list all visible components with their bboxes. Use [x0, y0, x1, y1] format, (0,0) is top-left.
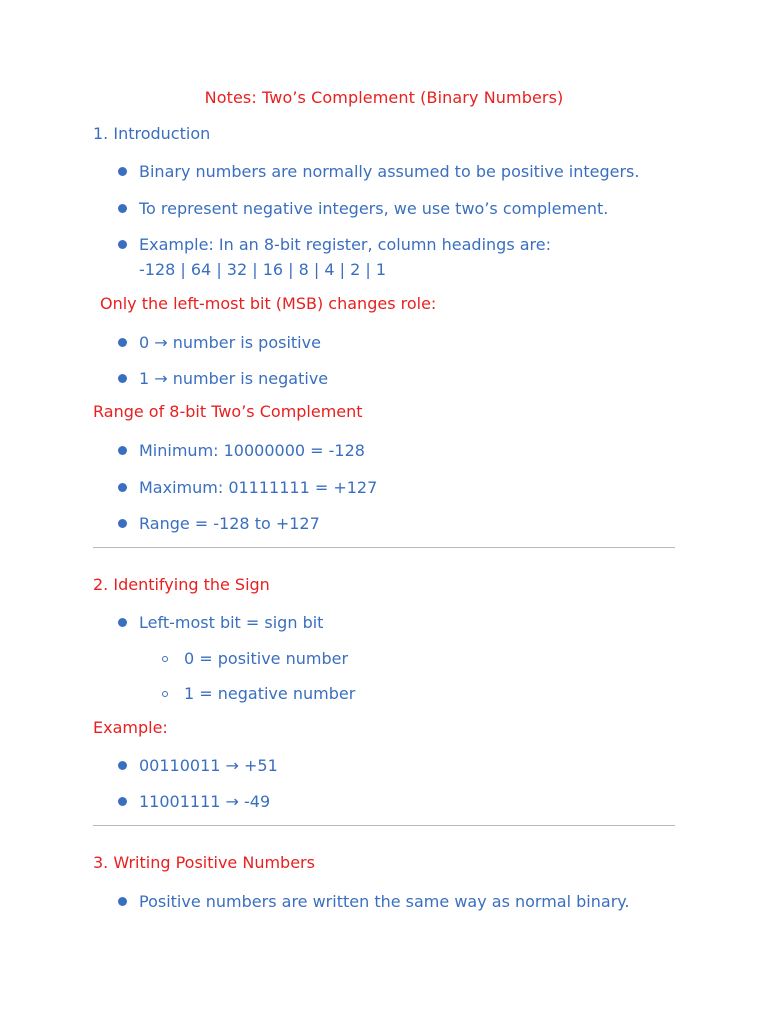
sub-list-item-text: 1 = negative number — [184, 684, 356, 703]
bullet-dot-icon — [118, 167, 127, 176]
bullet-dot-icon — [118, 204, 127, 213]
list-item-text: Range = -128 to +127 — [139, 514, 320, 533]
bullet-dot-icon — [118, 797, 127, 806]
page-title: Notes: Two’s Complement (Binary Numbers) — [204, 88, 564, 107]
list-item-text: Positive numbers are written the same way as normal binary. — [139, 892, 630, 911]
list-item-text: Left-most bit = sign bit — [139, 613, 324, 632]
list-item-text: Example: In an 8-bit register, column headings are: — [139, 235, 552, 254]
list-item-text: 11001111 → -49 — [139, 792, 271, 811]
list-item-text: Binary numbers are normally assumed to be positive integers. — [139, 162, 640, 181]
section-divider — [93, 825, 675, 826]
list-item-text: 00110011 → +51 — [139, 756, 278, 775]
bullet-dot-icon — [118, 483, 127, 492]
bullet-circle-icon — [162, 656, 168, 662]
bullet-circle-icon — [162, 691, 168, 697]
bullet-dot-icon — [118, 374, 127, 383]
list-item-text: 1 → number is negative — [139, 369, 329, 388]
section-1-heading: 1. Introduction — [93, 124, 211, 143]
bullet-dot-icon — [118, 519, 127, 528]
example-heading: Example: — [93, 718, 168, 737]
section-2-heading: 2. Identifying the Sign — [93, 575, 270, 594]
list-item-text: 0 → number is positive — [139, 333, 321, 352]
list-item-text: To represent negative integers, we use two’s complement. — [139, 199, 609, 218]
bullet-dot-icon — [118, 761, 127, 770]
sub-list-item-text: 0 = positive number — [184, 649, 349, 668]
range-heading: Range of 8-bit Two’s Complement — [93, 402, 363, 421]
section-divider — [93, 547, 675, 548]
list-item-text: Maximum: 01111111 = +127 — [139, 478, 378, 497]
list-item-text: Minimum: 10000000 = -128 — [139, 441, 365, 460]
bullet-dot-icon — [118, 338, 127, 347]
bullet-dot-icon — [118, 618, 127, 627]
section-3-heading: 3. Writing Positive Numbers — [93, 853, 315, 872]
bullet-dot-icon — [118, 240, 127, 249]
bullet-dot-icon — [118, 446, 127, 455]
column-headings-text: -128 | 64 | 32 | 16 | 8 | 4 | 2 | 1 — [139, 260, 387, 279]
bullet-dot-icon — [118, 897, 127, 906]
msb-heading: Only the left-most bit (MSB) changes role: — [100, 294, 437, 313]
